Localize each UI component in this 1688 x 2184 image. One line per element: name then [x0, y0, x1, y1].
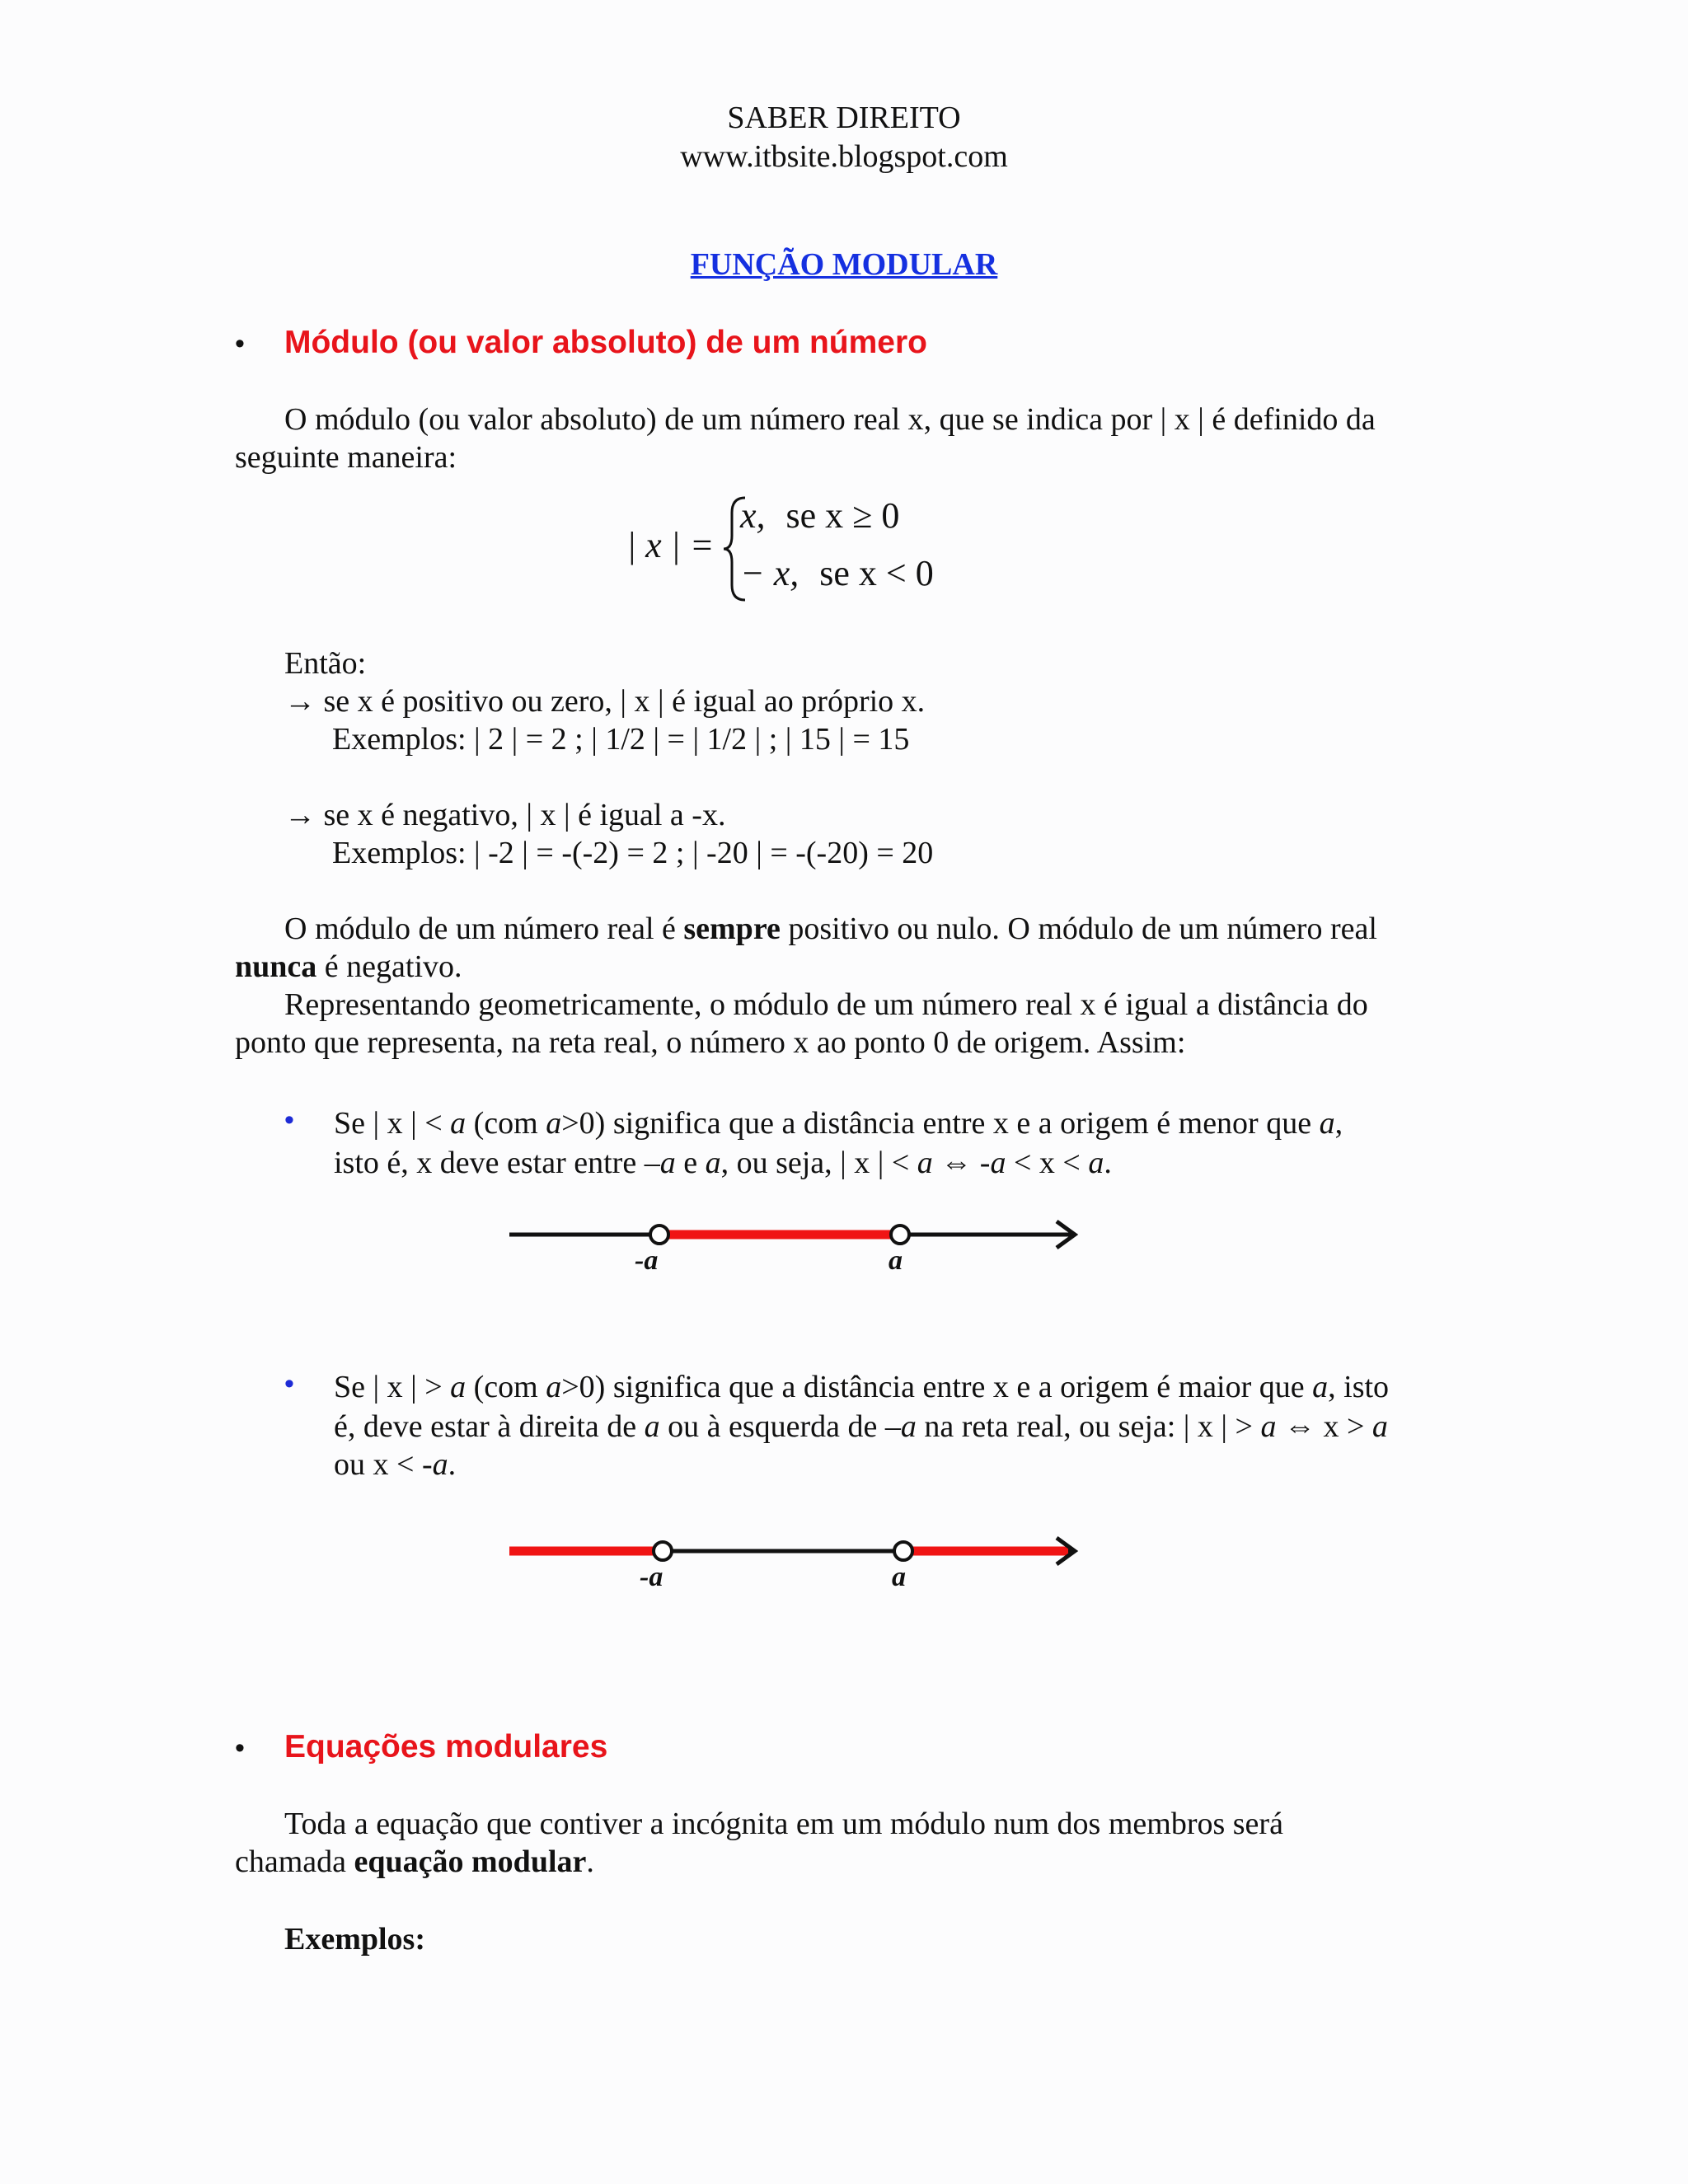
intro-line-2: seguinte maneira: [235, 440, 457, 475]
open-point-neg-a [654, 1542, 672, 1560]
bullet-dot-blue: • [284, 1104, 294, 1136]
case-greater-line-1: Se | x | > a (com a>0) significa que a distância entre x e a origem é maior que a, isto [334, 1370, 1390, 1404]
formula-lhs: | x | = [626, 525, 715, 565]
open-point-a [891, 1226, 909, 1244]
number-line-interval-outside [503, 1528, 1096, 1602]
label-a: a [892, 1562, 906, 1592]
rule-positive-examples: Exemplos: | 2 | = 2 ; | 1/2 | = | 1/2 | ; | 15 | = 15 [332, 722, 910, 757]
paragraph-equacao-line-1: Toda a equação que contiver a incógnita em um módulo num dos membros será [284, 1807, 1283, 1841]
bullet-dot: • [235, 328, 245, 359]
number-line-interval-inside [503, 1212, 1096, 1286]
section-heading-equacoes: Equações modulares [284, 1729, 608, 1765]
open-point-a [894, 1542, 912, 1560]
bullet-dot: • [235, 1732, 245, 1764]
rule-negative: → se x é negativo, | x | é igual a -x. [284, 798, 726, 832]
page-title[interactable]: FUNÇÃO MODULAR [690, 247, 998, 282]
intro-line-1: O módulo (ou valor absoluto) de um número real x, que se indica por | x | é definido da [284, 402, 1376, 437]
paragraph-geo-line-2: ponto que representa, na reta real, o número x ao ponto 0 de origem. Assim: [235, 1025, 1186, 1060]
paragraph-sempre-line-2: nunca é negativo. [235, 949, 462, 984]
rule-positive: → se x é positivo ou zero, | x | é igual ao próprio x. [284, 684, 926, 719]
site-url[interactable]: www.itbsite.blogspot.com [680, 139, 1008, 174]
entao-label: Então: [284, 646, 367, 681]
case-less-line-1: Se | x | < a (com a>0) significa que a distância entre x e a origem é menor que a, [334, 1106, 1343, 1141]
section-heading-modulo: Módulo (ou valor absoluto) de um número [284, 325, 927, 360]
formula-case-1: x, se x ≥ 0 [740, 495, 900, 536]
case-less-line-2: isto é, x deve estar entre –a e a, ou seja, | x | < a ⇔ -a < x < a. [334, 1146, 1112, 1180]
case-greater-line-2: é, deve estar à direita de a ou à esquerda de –a na reta real, ou seja: | x | > a ⇔ x > a [334, 1409, 1388, 1444]
arrow-icon: → [284, 798, 316, 832]
site-name: SABER DIREITO [727, 101, 961, 135]
formula-case-2: − x, se x < 0 [740, 553, 934, 593]
paragraph-equacao-line-2: chamada equação modular. [235, 1844, 594, 1879]
case-greater-line-3: ou x < -a. [334, 1447, 457, 1482]
bullet-dot-blue: • [284, 1368, 294, 1399]
open-point-neg-a [650, 1226, 668, 1244]
arrow-icon: → [284, 684, 316, 719]
label-neg-a: -a [635, 1245, 659, 1276]
label-a: a [889, 1245, 903, 1276]
paragraph-geo-line-1: Representando geometricamente, o módulo de um número real x é igual a distância do [284, 987, 1368, 1022]
rule-negative-examples: Exemplos: | -2 | = -(-2) = 2 ; | -20 | = -(-20) = 20 [332, 836, 934, 870]
examples-label: Exemplos: [284, 1922, 425, 1957]
paragraph-sempre-line-1: O módulo de um número real é sempre positivo ou nulo. O módulo de um número real [284, 912, 1377, 946]
label-neg-a: -a [640, 1562, 663, 1592]
